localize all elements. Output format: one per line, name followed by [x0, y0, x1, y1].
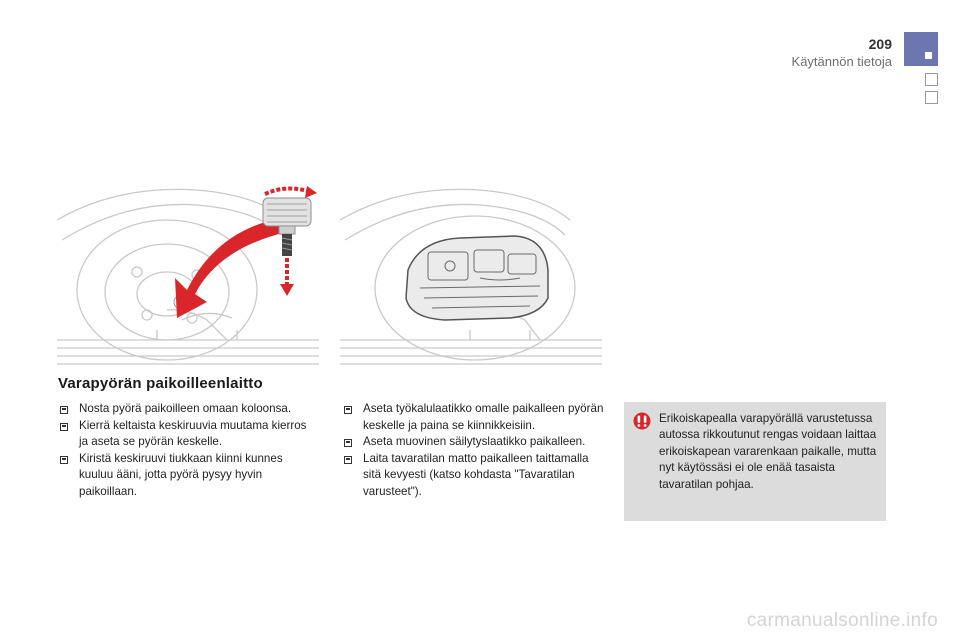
list-item: Kiristä keskiruuvi tiukkaan kiinni kunnes kuuluu ääni, jotta pyörä pysyy hyvin paikoillaan.: [60, 451, 318, 501]
list-item: Laita tavaratilan matto paikalleen taittamalla sitä kevyesti (katso kohdasta "Tavaratilan varusteet").: [344, 451, 606, 501]
watermark: carmanualsonline.info: [746, 610, 938, 631]
tool-box-in-wheel-illustration: [340, 180, 602, 370]
checkbox-bullet-icon: [344, 456, 352, 464]
page-number: 209: [868, 36, 892, 52]
checkbox-bullet-icon: [60, 423, 68, 431]
checkbox-bullet-icon: [60, 406, 68, 414]
chapter-tab-marker: [904, 32, 938, 66]
list-item: Aseta työkalulaatikko omalle paikalleen pyörän keskelle ja paina se kiinnikkeisiin.: [344, 401, 606, 434]
tab-marker-square-icon: [925, 52, 932, 59]
procedure-heading: Varapyörän paikoilleenlaitto: [58, 375, 263, 392]
section-title: Käytännön tietoja: [791, 54, 892, 69]
checkbox-bullet-icon: [344, 406, 352, 414]
exclamation-warning-icon: [633, 412, 651, 430]
list-item: Kierrä keltaista keskiruuvia muutama kierros ja aseta se pyörän keskelle.: [60, 418, 318, 451]
right-steps-list: [344, 401, 606, 500]
left-steps-list: [60, 401, 318, 500]
checkbox-bullet-icon: [60, 456, 68, 464]
spare-wheel-screw-illustration: [57, 180, 319, 370]
chapter-tab-box: [925, 91, 938, 104]
list-item: Nosta pyörä paikoilleen omaan koloonsa.: [60, 401, 318, 418]
warning-text: Erikoiskapealla varapyörällä varustetussa autossa rikkoutunut rengas voidaan laittaa erikoiskapean vararenkaan paikalle, mutta nyt käytössäsi ei ole enää tasaista tavaratilan pohjaa.: [659, 412, 877, 491]
checkbox-bullet-icon: [344, 439, 352, 447]
list-item: Aseta muovinen säilytyslaatikko paikalleen.: [344, 434, 606, 451]
chapter-tab-box: [925, 73, 938, 86]
warning-box: [624, 402, 886, 521]
